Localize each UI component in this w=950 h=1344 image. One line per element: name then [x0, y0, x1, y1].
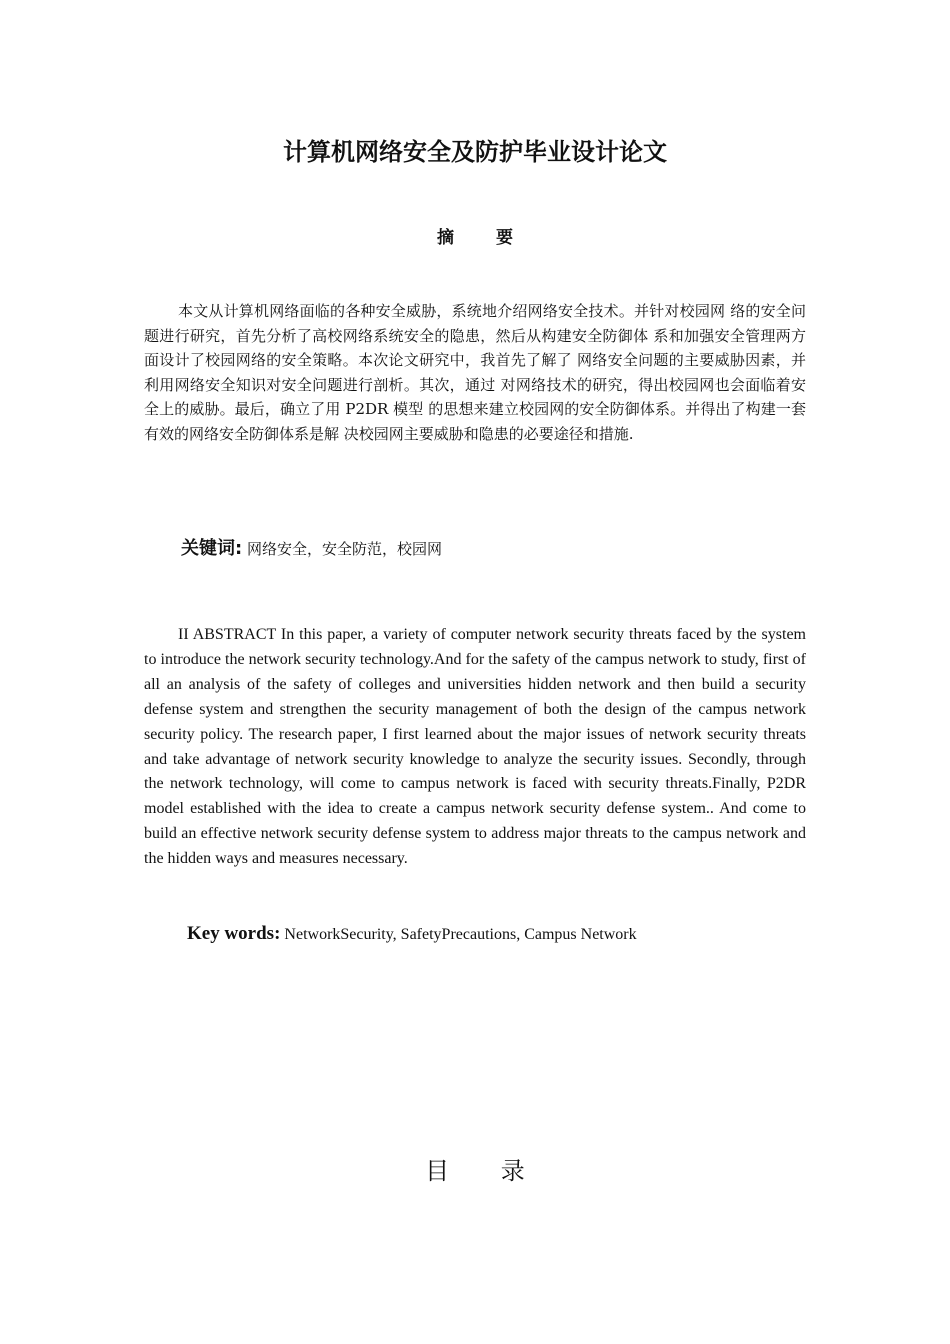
keywords-english-label: Key words: [187, 923, 281, 944]
keywords-english [187, 921, 807, 948]
abstract-english-paragraph: II ABSTRACT In this paper, a variety of computer network security threats faced by the system to introduce the network security technology.And for the safety of the campus network to study, first of all an analysis of the safety of colleges and universities hidden network and then build a security defense system and strengthen the security management of both the design of the campus network security policy. The research paper, I first learned about the major issues of network security threats and take advantage of network security knowledge to analyze the security issues. Secondly, through the network technology, will come to campus network is faced with security threats.Finally, P2DR model established with the idea to create a campus network security defense system.. And come to build an effective network security defense system to address major threats to the campus network and the hidden ways and measures necessary. [144, 626, 806, 868]
keywords-english-values: NetworkSecurity, SafetyPrecautions, Campus Network [284, 926, 637, 943]
keywords-chinese-values: 网络安全，安全防范，校园网 [246, 540, 442, 558]
keywords-chinese [181, 537, 781, 561]
abstract-heading: 摘 要 [437, 228, 531, 248]
keywords-chinese-label: 关键词: [181, 538, 243, 559]
table-of-contents-heading: 目 录 [425, 1157, 547, 1185]
abstract-chinese-paragraph: 本文从计算机网络面临的各种安全威胁，系统地介绍网络安全技术。并针对校园网 络的安全问题进行研究，首先分析了高校网络系统安全的隐患，然后从构建安全防御体 系和加强安全管理两方面设计了校园网络的安全策略。本次论文研究中，我首先了解了 网络安全问题的主要威胁因素，并利用网络安全知识对安全问题进行剖析。其次，通过 对网络技术的研究，得出校园网也会面临着安全上的威胁。最后，确立了用 P2DR 模型 的思想来建立校园网的安全防御体系。并得出了构建一套有效的网络安全防御体系是解 决校园网主要威胁和隐患的必要途径和措施. [144, 302, 806, 443]
page-title: 计算机网络安全及防护毕业设计论文 [283, 138, 667, 166]
